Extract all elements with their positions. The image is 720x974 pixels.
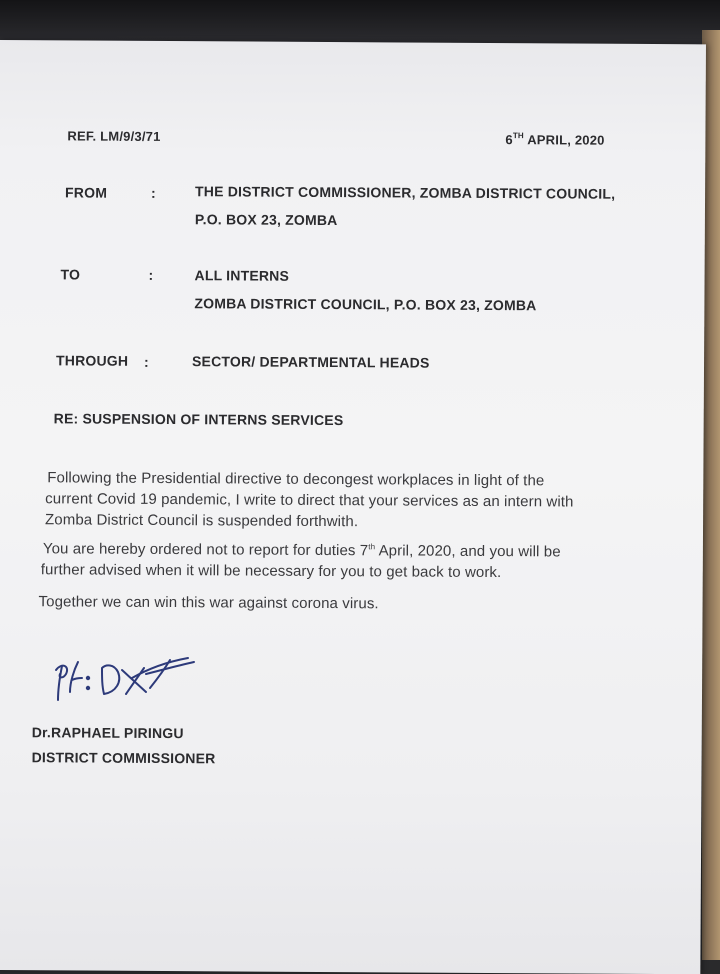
handwritten-signature	[46, 648, 206, 708]
signatory-name: Dr.RAPHAEL PIRINGU	[31, 724, 184, 742]
paragraph-3: Together we can win this war against corona virus.	[38, 593, 379, 613]
paragraph-1-line-3: Zomba District Council is suspended forthwith.	[45, 511, 359, 531]
reference-number: REF. LM/9/3/71	[67, 128, 161, 144]
through-colon: :	[143, 353, 149, 370]
paragraph-2-line-2: further advised when it will be necessary for you to get back to work.	[40, 561, 502, 582]
date-day: 6	[505, 132, 513, 148]
letter-date	[505, 131, 604, 148]
to-colon: :	[148, 266, 154, 283]
letter-subject: RE: SUSPENSION OF INTERNS SERVICES	[53, 410, 344, 429]
paragraph-2-text-b: April, 2020, and you will be	[375, 542, 561, 561]
from-label: FROM	[65, 184, 108, 201]
letter-paper	[0, 40, 706, 974]
paragraph-2-line-1	[43, 540, 561, 560]
date-suffix: TH	[512, 131, 524, 141]
paragraph-1-line-1: Following the Presidential directive to decongest workplaces in light of the	[47, 469, 545, 490]
from-line-1: THE DISTRICT COMMISSIONER, ZOMBA DISTRICT COUNCIL,	[195, 183, 616, 202]
paragraph-2-text-a: You are hereby ordered not to report for duties 7	[42, 540, 369, 560]
through-value: SECTOR/ DEPARTMENTAL HEADS	[191, 353, 430, 371]
signatory-title: DISTRICT COMMISSIONER	[31, 749, 216, 767]
from-line-2: P.O. BOX 23, ZOMBA	[194, 211, 338, 229]
paragraph-2-ordinal: th	[368, 542, 376, 552]
paragraph-1-line-2: current Covid 19 pandemic, I write to direct that your services as an intern with	[45, 490, 574, 511]
date-month-year: APRIL, 2020	[523, 132, 605, 148]
from-colon: :	[151, 184, 156, 201]
to-line-2: ZOMBA DISTRICT COUNCIL, P.O. BOX 23, ZOMBA	[194, 295, 537, 314]
through-label: THROUGH	[55, 352, 129, 369]
to-label: TO	[60, 266, 81, 283]
to-line-1: ALL INTERNS	[194, 267, 290, 284]
